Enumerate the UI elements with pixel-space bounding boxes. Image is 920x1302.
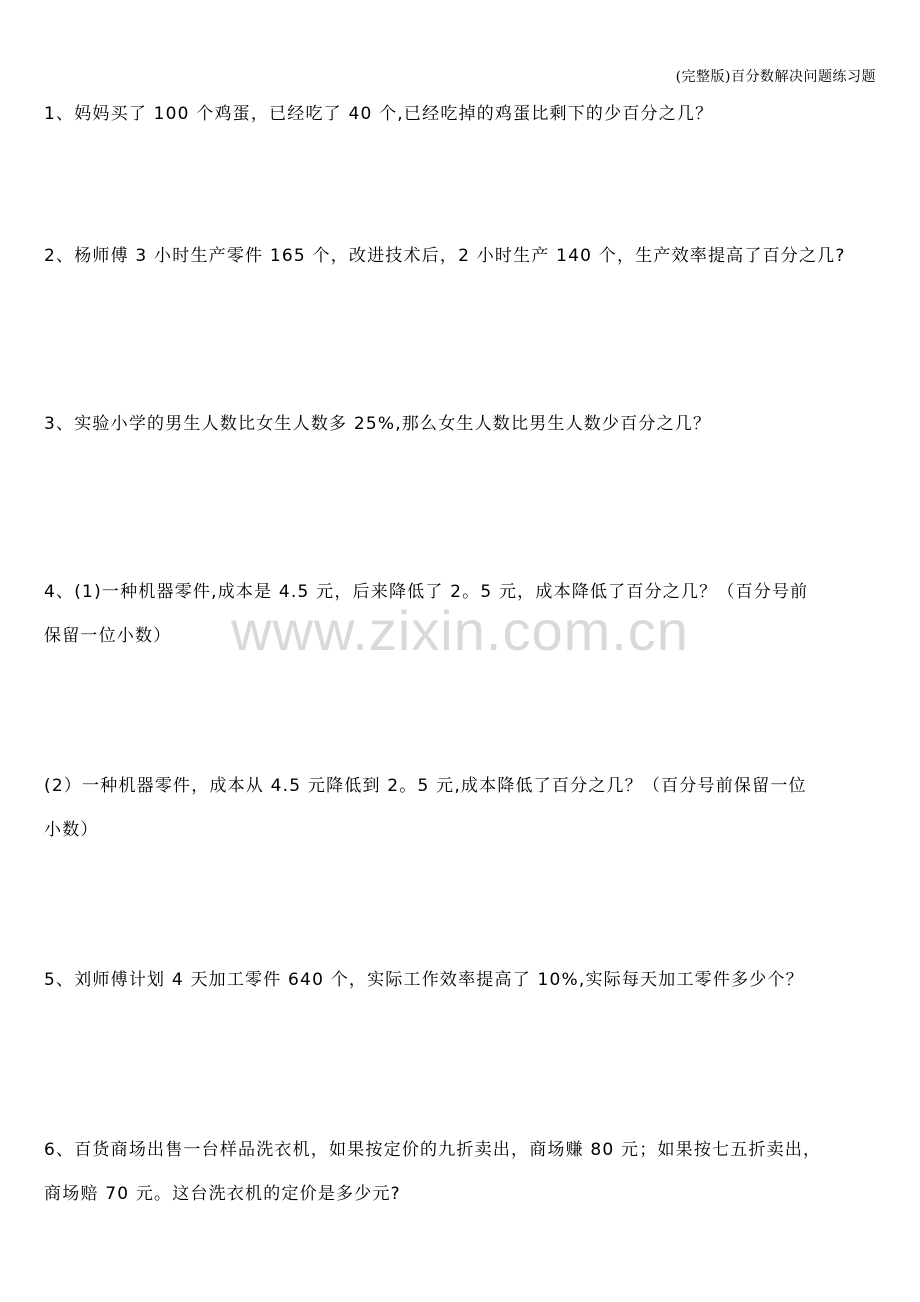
question-4-part-2-line-2: 小数） [44, 820, 99, 840]
question-4-part-1-line-2: 保留一位小数） [44, 626, 172, 646]
question-3-line-1: 3、实验小学的男生人数比女生人数多 25%,那么女生人数比男生人数少百分之几？ [44, 414, 712, 434]
question-5-line-1: 5、刘师傅计划 4 天加工零件 640 个，实际工作效率提高了 10%,实际每天加工零件多少个？ [44, 970, 804, 990]
question-3 [44, 402, 882, 446]
question-4-part-1 [44, 570, 882, 658]
question-4-part-2 [44, 764, 882, 852]
question-2-line-1: 2、杨师傅 3 小时生产零件 165 个，改进技术后，2 小时生产 140 个，生产效率提高了百分之几? [44, 246, 846, 266]
page-header: (完整版)百分数解决问题练习题 [675, 69, 876, 85]
question-2 [44, 234, 882, 278]
question-4-part-1-line-1: 4、(1)一种机器零件,成本是 4.5 元，后来降低了 2。5 元，成本降低了百分之几？（百分号前 [44, 582, 809, 602]
question-1-line-1: 1、妈妈买了 100 个鸡蛋，已经吃了 40 个,已经吃掉的鸡蛋比剩下的少百分之几？ [44, 104, 714, 124]
question-6-line-2: 商场赔 70 元。这台洗衣机的定价是多少元? [44, 1184, 401, 1204]
question-6 [44, 1128, 882, 1216]
question-1 [44, 92, 882, 136]
question-6-line-1: 6、百货商场出售一台样品洗衣机，如果按定价的九折卖出，商场赚 80 元；如果按七五折卖出， [44, 1140, 822, 1160]
question-4-part-2-line-1: (2）一种机器零件，成本从 4.5 元降低到 2。5 元,成本降低了百分之几？（百分号前保留一位 [44, 776, 807, 796]
watermark: www.zixin.com.cn [231, 599, 689, 662]
question-5 [44, 958, 882, 1002]
